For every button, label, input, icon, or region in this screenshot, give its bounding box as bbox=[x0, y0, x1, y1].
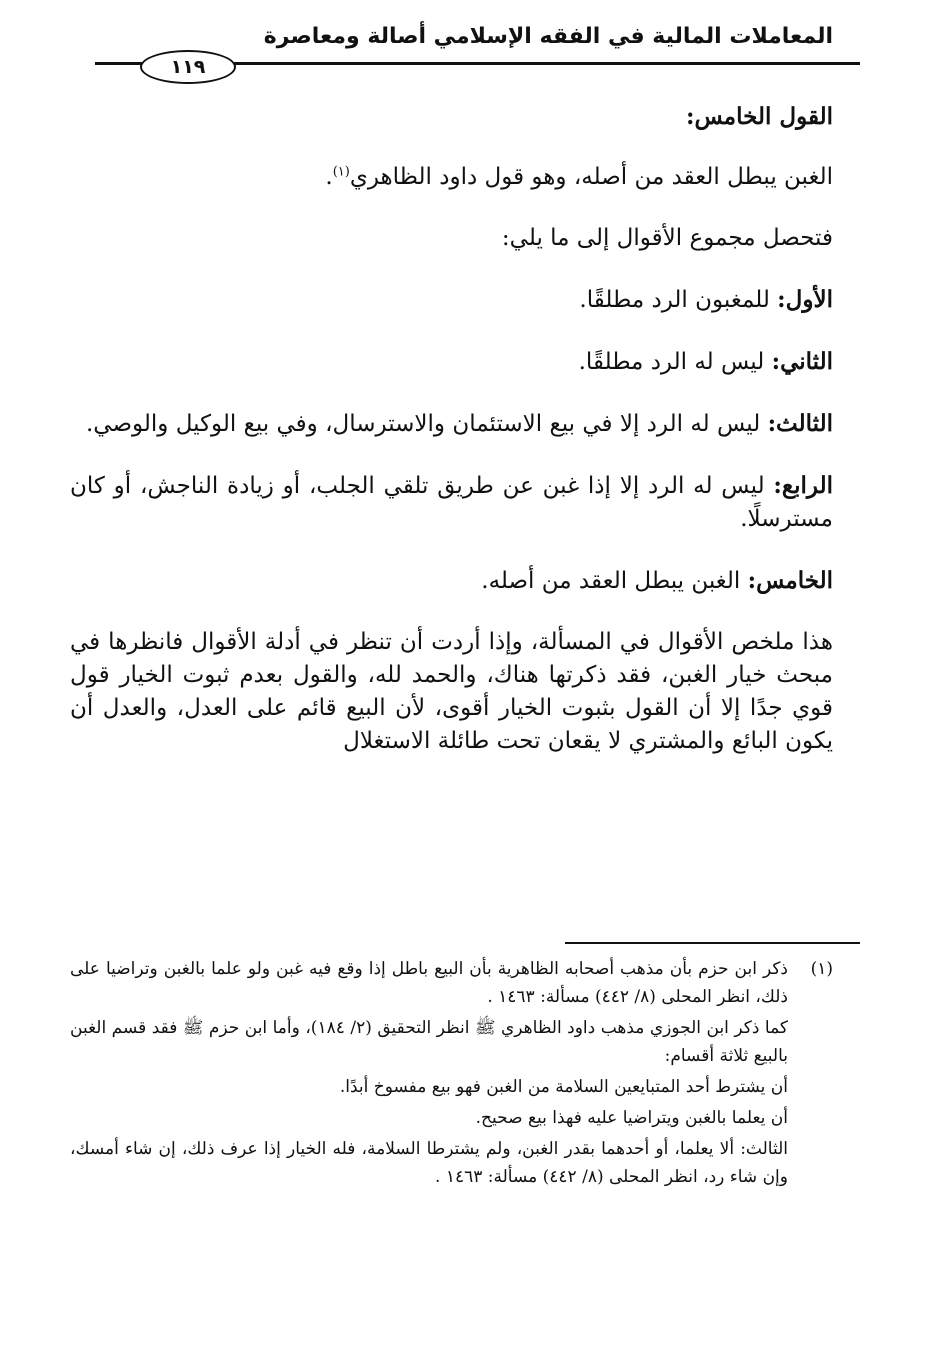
opinion-label: الخامس: bbox=[747, 567, 833, 594]
footnote-line: كما ذكر ابن الجوزي مذهب داود الظاهري ﷺ انظر التحقيق (٢/ ١٨٤)، وأما ابن حزم ﷺ فقد قسم الغبن بالبيع ثلاثة أقسام: bbox=[70, 1018, 788, 1066]
running-header-title: المعاملات المالية في الفقه الإسلامي أصالة ومعاصرة bbox=[263, 24, 833, 49]
opinion-fourth bbox=[70, 469, 833, 536]
summary-paragraph: هذا ملخص الأقوال في المسألة، وإذا أردت أن تنظر في أدلة الأقوال فانظرها في مبحث خيار الغبن، فقد ذكرتها هناك، والحمد لله، والقول بعدم ثبوت الخيار قول قوي جدًا إلا أن القول بثبوت الخيار أقوى، لأن البيع قائم على العدل، والعدل أن يكون البائع والمشتري لا يقعان تحت طائلة الاستغلال bbox=[70, 629, 833, 754]
opinion-text: للمغبون الرد مطلقًا. bbox=[579, 287, 770, 313]
footnote-separator bbox=[565, 942, 860, 944]
footnote-number: (١) bbox=[810, 959, 833, 979]
intro-paragraph: فتحصل مجموع الأقوال إلى ما يلي: bbox=[501, 225, 833, 251]
statement-end: . bbox=[325, 164, 333, 190]
opinion-text: ليس له الرد إلا في بيع الاستئمان والاسترسال، وفي بيع الوكيل والوصي. bbox=[86, 411, 761, 437]
statement-paragraph bbox=[70, 161, 833, 194]
opinion-second bbox=[70, 345, 833, 379]
opinion-third bbox=[70, 407, 833, 441]
footnotes bbox=[70, 955, 833, 1194]
footnote-line: أن يشترط أحد المتبايعين السلامة من الغبن فهو بيع مفسوخ أبدًا. bbox=[339, 1077, 788, 1097]
opinion-fifth bbox=[70, 564, 833, 598]
page-number: ١١٩ bbox=[140, 50, 236, 84]
section-heading: القول الخامس: bbox=[685, 103, 833, 130]
footnote-line: الثالث: ألا يعلما، أو أحدهما بقدر الغبن، ولم يشترطا السلامة، فله الخيار إذا عرف ذلك، إن شاء أمسك، وإن شاء رد، انظر المحلى (٨/ ٤٤٢) مسألة: ١٤٦٣ . bbox=[70, 1139, 788, 1187]
opinion-label: الرابع: bbox=[773, 472, 834, 499]
footnote-line: أن يعلما بالغبن ويتراضيا عليه فهذا بيع صحيح. bbox=[475, 1108, 788, 1128]
opinion-text: ليس له الرد إلا إذا غبن عن طريق تلقي الجلب، أو زيادة الناجش، أو كان مسترسلًا. bbox=[70, 473, 833, 532]
opinion-label: الثاني: bbox=[771, 348, 833, 375]
footnote-reference[interactable]: (١) bbox=[332, 164, 350, 180]
opinion-label: الثالث: bbox=[767, 410, 833, 437]
opinion-text: الغبن يبطل العقد من أصله. bbox=[481, 568, 741, 594]
footnote-line bbox=[70, 955, 833, 1011]
opinion-label: الأول: bbox=[777, 286, 833, 313]
statement-text: الغبن يبطل العقد من أصله، وهو قول داود الظاهري bbox=[349, 164, 833, 190]
footnote-text: ذكر ابن حزم بأن مذهب أصحابه الظاهرية بأن البيع باطل إذا وقع فيه غبن ولو علما بالغبن وتراضيا على ذلك، انظر المحلى (٨/ ٤٤٢) مسألة: ١٤٦٣ . bbox=[70, 959, 788, 1007]
main-text bbox=[70, 100, 833, 786]
opinion-text: ليس له الرد مطلقًا. bbox=[578, 349, 765, 375]
opinion-first bbox=[70, 283, 833, 317]
